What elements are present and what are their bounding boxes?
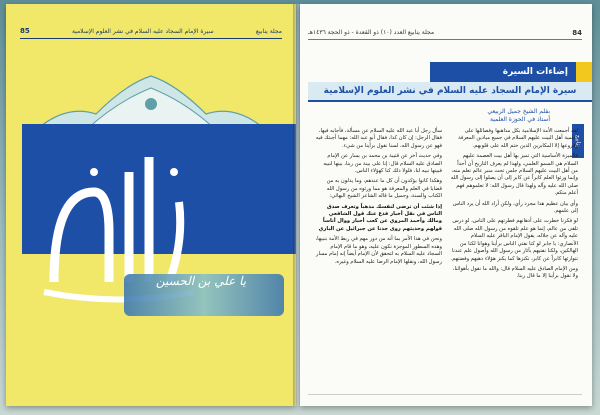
paragraph: لقد أجمعت الأمة الإسلامية بكل مذاهبها وفصائلها على أعلمية أهل البيت عليهم السلام في جميع ميادين المعرفة وفروعها إلا المكابرين الذين ختم الله على قلوبهم.	[458, 128, 578, 149]
article-title: سيرة الإمام السجاد عليه السلام في نشر العلوم الإسلامية	[308, 82, 592, 102]
paragraph: فالميزة الأساسية التي تميز بها أهل بيت العصمة عليهم السلام هي السمو العلمي، ولهذا لم يعرف التاريخ أن أحداً من أهل البيت عليهم السلام جلس تحت منبر عالم تعلم منه، وإنما ورثوا العلم كابراً عن كابر إلى أن يصلوا إلى رسول الله صلى الله عليه وآله ولهذا قال رسول الله: لا تعلموهم فهم أعلم منكم.	[450, 153, 578, 197]
section-label-text: إضاءات السيرة	[502, 67, 568, 77]
vertical-magazine-label: ينابيع	[572, 124, 584, 158]
paragraph: لو فكرنا خطرت على أذهانهم فطرتهم على الناس، لو درس تلقى من عالم، إنما هو علم تلقوه من رسول الله صلى الله عليه وآله عن جلاله، يقول الإمام الباقر عليه السلام الأنصاري: يا جابر لو كنا نفتي الناس برأينا وهوانا لكنا من الهالكين، ولكنا نفتيهم بآثار من رسول الله وأصول علم عندنا نتوارثها كابراً عن كابر، نكنزها كما يكنز هؤلاء ذهبهم وفضتهم.	[450, 218, 578, 262]
right-page-number: 84	[572, 28, 582, 37]
section-accent	[576, 62, 592, 82]
right-page	[300, 4, 592, 406]
open-magazine	[6, 4, 592, 408]
author-name: بقلم الشيخ جميل الربيعي	[487, 108, 550, 115]
left-page-running-title: سيرة الإمام السجاد عليه السلام في نشر العلوم الإسلامية	[71, 27, 214, 35]
footer-rule	[308, 394, 582, 395]
author-role: أستاذ في الحوزة العلمية	[490, 116, 550, 123]
paragraph: وهكذا كانوا يؤكدون أن كل ما عندهم، وما يدلون به من قضايا في العلم والمعرفة هو مما ورثوه من رسول الله الكتاب والسنة، وجميل ما قاله الشاعر الشيخ البهائي:	[326, 178, 442, 200]
left-page-magazine-name: مجلة ينابيع	[255, 27, 282, 35]
paragraph: ونحن في هذا الأمر بما أنه من دور مهم في ربط الأمة بنبيها، وهذه السطور الموجزة نكون عليه، وهو ما قام الإمام السجاد عليه السلام به لتحقق لأن الإمام أيضاً إنه إمام مسار رسول الله، ونقلها الإمام الرضا عليه السلام وغيره.	[315, 236, 442, 265]
text-column-right	[450, 128, 578, 284]
left-page-header	[20, 24, 282, 39]
paragraph: وأي بيان عظيم هذا مجرد رأي، ولكن أراد الله أن يرد الناس إلى علمهم.	[452, 200, 578, 215]
paragraph: ومن الإمام الصادق عليه السلام قال: والله ما نقول بأهوائنا، ولا نقول برأينا إلا ما قال ربنا.	[452, 265, 578, 280]
right-page-header	[308, 26, 582, 40]
calligraphy-subtitle: يا علي بن الحسين	[155, 274, 247, 288]
dome-ornament-icon	[26, 74, 276, 130]
text-column-left	[314, 128, 442, 269]
author-block	[420, 108, 550, 124]
left-page	[6, 4, 296, 406]
poem-verse: إذا شئت أن ترضى لنفسك مذهباً وتعرف صدق الناس في نقل أخبار فدع عنك قول الشافعي ومالك وأحمد المروي عن كعب أحبار ووال أناساً قولهم وحديثهم روى جدنا عن جبرائيل عن الباري	[318, 203, 442, 232]
right-page-issue-info: مجلة ينابيع العدد (١٠) ذو القعدة - ذو الحجة ١٤٣٦هـ	[308, 29, 435, 36]
paragraph: سأل رجل أبا عبد الله عليه السلام عن مسألة، فأجابه فيها، فقال الرجل: إن كان كذا، فقال أبو عبد الله: مهما أجبتك فيه فهو عن رسول الله، لسنا نقول برأينا من شيء.	[315, 128, 442, 149]
section-label	[430, 62, 576, 82]
paragraph: وفي حديث آخر عن قتيبة بن محمد بن يسار عن الإمام الصادق عليه السلام قال: إنا على بينة من ربنا، بينها لنبيه فبينها نبيه لنا، فلولا ذلك كنا كهؤلاء الناس.	[323, 153, 442, 175]
left-page-number: 85	[20, 27, 30, 35]
